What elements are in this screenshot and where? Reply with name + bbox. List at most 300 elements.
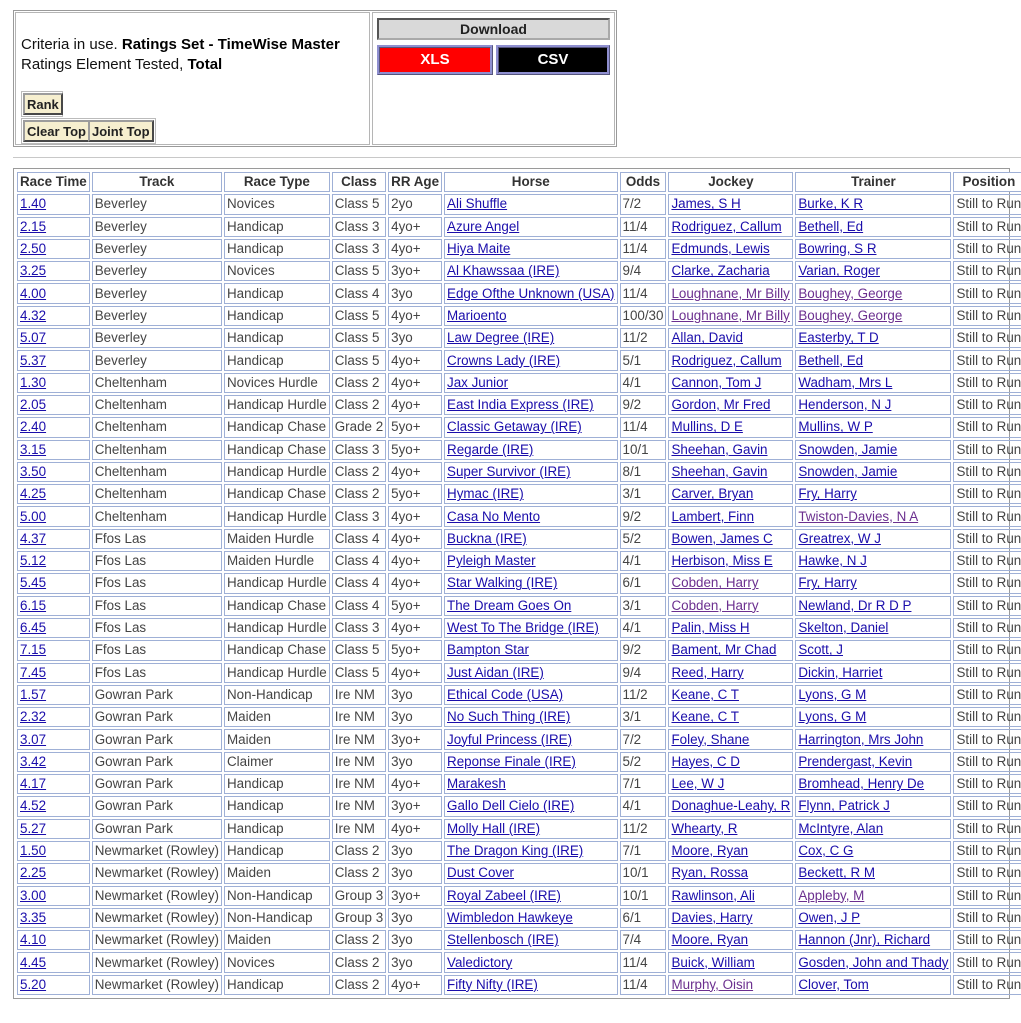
horse-link[interactable]: Bampton Star [447,642,529,658]
race-time-link[interactable]: 5.00 [20,508,47,524]
race-time-link[interactable]: 2.50 [20,241,47,257]
cell-odds: 11/2 [620,328,667,348]
race-time-link[interactable]: 4.17 [20,776,47,792]
jockey-link[interactable]: Lee, W J [671,776,725,792]
rank-button[interactable]: Rank [23,93,63,115]
race-time-link[interactable]: 3.42 [20,753,47,769]
trainer-link[interactable]: Owen, J P [798,909,861,925]
horse-link[interactable]: Pyleigh Master [447,553,536,569]
race-time-link[interactable]: 2.05 [20,397,47,413]
cell-race-time [17,663,90,683]
horse-link[interactable]: Marioento [447,307,507,323]
trainer-link[interactable]: Hannon (Jnr), Richard [798,932,931,948]
cell-class: Group 3 [332,908,386,928]
cell-jockey [668,930,793,950]
cell-race-type: Handicap Chase [224,440,330,460]
cell-horse [444,395,617,415]
horse-link[interactable]: Gallo Dell Cielo (IRE) [447,798,575,814]
cell-race-type: Handicap [224,774,330,794]
cell-race-type: Handicap Hurdle [224,395,330,415]
cell-class: Class 5 [332,328,386,348]
trainer-link[interactable]: Burke, K R [798,196,864,212]
trainer-link[interactable]: Mullins, W P [798,419,873,435]
horse-link[interactable]: Star Walking (IRE) [447,575,558,591]
cell-jockey [668,506,793,526]
cell-jockey [668,618,793,638]
race-time-link[interactable]: 5.37 [20,352,47,368]
cell-odds: 4/1 [620,796,667,816]
horse-link[interactable]: Ali Shuffle [447,196,508,212]
cell-race-type: Handicap Chase [224,596,330,616]
cell-track: Ffos Las [92,551,222,571]
cell-track: Gowran Park [92,729,222,749]
trainer-link[interactable]: Beckett, R M [798,865,875,881]
trainer-link[interactable]: Scott, J [798,642,843,658]
trainer-link[interactable]: Varian, Roger [798,263,880,279]
trainer-link[interactable]: Gosden, John and Thady [798,954,949,970]
trainer-link[interactable]: Boughey, George [798,285,903,301]
race-time-link[interactable]: 1.30 [20,374,47,390]
horse-link[interactable]: Just Aidan (IRE) [447,664,544,680]
trainer-link[interactable]: Bethell, Ed [798,352,864,368]
cell-horse [444,261,617,281]
cell-track: Ffos Las [92,529,222,549]
cell-trainer [795,819,951,839]
trainer-link[interactable]: Bowring, S R [798,241,877,257]
cell-trainer [795,261,951,281]
download-xls-button[interactable]: XLS [377,45,493,75]
trainer-link[interactable]: Twiston-Davies, N A [798,508,919,524]
jockey-link[interactable]: Murphy, Oisin [671,976,754,992]
cell-race-type: Handicap Hurdle [224,573,330,593]
cell-trainer [795,239,951,259]
download-csv-button[interactable]: CSV [496,45,610,75]
cell-trainer [795,194,951,214]
cell-rr-age: 4yo+ [388,774,442,794]
horse-link[interactable]: Law Degree (IRE) [447,330,555,346]
cell-class: Class 2 [332,975,386,995]
cell-race-type: Maiden [224,930,330,950]
cell-rr-age: 4yo+ [388,239,442,259]
cell-rr-age: 3yo [388,841,442,861]
race-time-link[interactable]: 1.57 [20,686,47,702]
jockey-link[interactable]: Rodriguez, Callum [671,218,782,234]
cell-horse [444,886,617,906]
horse-link[interactable]: Jax Junior [447,374,509,390]
jockey-link[interactable]: Sheehan, Gavin [671,441,768,457]
table-row [17,841,1021,861]
race-time-link[interactable]: 6.45 [20,620,47,636]
cell-track: Gowran Park [92,819,222,839]
race-time-link[interactable]: 4.45 [20,954,47,970]
horse-link[interactable]: Azure Angel [447,218,520,234]
race-time-link[interactable]: 3.00 [20,887,47,903]
table-row [17,863,1021,883]
horse-link[interactable]: Joyful Princess (IRE) [447,731,573,747]
trainer-link[interactable]: Lyons, G M [798,686,867,702]
cell-trainer [795,328,951,348]
cell-horse [444,462,617,482]
jockey-link[interactable]: Bowen, James C [671,530,773,546]
jockey-link[interactable]: Moore, Ryan [671,932,749,948]
horse-link[interactable]: Fifty Nifty (IRE) [447,976,538,992]
cell-trainer [795,841,951,861]
cell-position: Still to Run [953,440,1021,460]
horse-link[interactable]: Marakesh [447,776,506,792]
cell-class: Ire NM [332,774,386,794]
race-time-link[interactable]: 3.50 [20,464,47,479]
table-row [17,194,1021,214]
jockey-link[interactable]: Herbison, Miss E [671,553,773,569]
cell-trainer [795,863,951,883]
cell-horse [444,440,617,460]
trainer-link[interactable]: Hawke, N J [798,553,867,569]
horse-link[interactable]: The Dragon King (IRE) [447,843,584,859]
cell-race-type: Handicap Hurdle [224,618,330,638]
race-time-link[interactable]: 2.15 [20,218,47,234]
jockey-link[interactable]: Whearty, R [671,820,738,836]
jockey-link[interactable]: Davies, Harry [671,909,753,925]
race-time-link[interactable]: 5.07 [20,330,47,346]
race-time-link[interactable]: 4.25 [20,486,47,502]
clear-top-button[interactable]: Clear Top [23,120,90,142]
jockey-link[interactable]: Gordon, Mr Fred [671,397,771,413]
race-time-link[interactable]: 3.07 [20,731,47,747]
cell-odds: 3/1 [620,484,667,504]
cell-class: Class 4 [332,283,386,303]
race-time-link[interactable]: 5.45 [20,575,47,591]
jockey-link[interactable]: Keane, C T [671,709,739,725]
cell-class: Class 2 [332,952,386,972]
trainer-link[interactable]: Flynn, Patrick J [798,798,890,814]
trainer-link[interactable]: Dickin, Harriet [798,664,883,680]
cell-position: Still to Run [953,573,1021,593]
cell-trainer [795,729,951,749]
jockey-link[interactable]: Lambert, Finn [671,508,755,524]
cell-trainer [795,752,951,772]
column-header-race-type: Race Type [224,172,330,192]
horse-link[interactable]: Al Khawssaa (IRE) [447,263,560,279]
cell-odds: 11/4 [620,217,667,237]
cell-race-time [17,328,90,348]
cell-class: Class 3 [332,217,386,237]
race-time-link[interactable]: 4.00 [20,285,47,301]
horse-link[interactable]: Crowns Lady (IRE) [447,352,561,368]
cell-position: Still to Run [953,729,1021,749]
trainer-link[interactable]: Appleby, M [798,887,865,903]
cell-jockey [668,596,793,616]
horse-link[interactable]: Reponse Finale (IRE) [447,753,576,769]
cell-track: Ffos Las [92,618,222,638]
jockey-link[interactable]: Cobden, Harry [671,575,759,591]
cell-position: Still to Run [953,975,1021,995]
cell-position: Still to Run [953,863,1021,883]
jockey-link[interactable]: Sheehan, Gavin [671,464,768,479]
cell-track: Gowran Park [92,685,222,705]
cell-race-time [17,796,90,816]
jockey-link[interactable]: Bament, Mr Chad [671,642,777,658]
cell-odds: 5/2 [620,752,667,772]
table-row [17,930,1021,950]
horse-link[interactable]: Classic Getaway (IRE) [447,419,582,435]
horse-link[interactable]: Molly Hall (IRE) [447,820,541,836]
jockey-link[interactable]: Palin, Miss H [671,620,750,636]
trainer-link[interactable]: Wadham, Mrs L [798,374,893,390]
cell-trainer [795,350,951,370]
jockey-link[interactable]: Foley, Shane [671,731,750,747]
jockey-link[interactable]: Rawlinson, Ali [671,887,755,903]
cell-race-type: Handicap [224,306,330,326]
trainer-link[interactable]: Clover, Tom [798,976,869,992]
jockey-link[interactable]: Ryan, Rossa [671,865,749,881]
table-row [17,328,1021,348]
cell-rr-age: 3yo [388,952,442,972]
cell-jockey [668,863,793,883]
jockey-link[interactable]: Keane, C T [671,686,739,702]
race-time-link[interactable]: 3.35 [20,909,47,925]
race-time-link[interactable]: 3.15 [20,441,47,457]
jockey-link[interactable]: Loughnane, Mr Billy [671,285,790,301]
table-row [17,217,1021,237]
cell-race-time [17,484,90,504]
joint-top-button[interactable]: Joint Top [88,120,154,142]
cell-race-type: Handicap [224,819,330,839]
cell-position: Still to Run [953,306,1021,326]
horse-link[interactable]: Super Survivor (IRE) [447,464,571,479]
jockey-link[interactable]: Allan, David [671,330,743,346]
cell-track: Beverley [92,217,222,237]
horse-link[interactable]: Valedictory [447,954,513,970]
trainer-link[interactable]: Fry, Harry [798,486,857,502]
jockey-link[interactable]: Edmunds, Lewis [671,241,770,257]
cell-race-time [17,506,90,526]
cell-jockey [668,707,793,727]
cell-odds: 3/1 [620,596,667,616]
race-time-link[interactable]: 1.40 [20,196,47,212]
cell-position: Still to Run [953,886,1021,906]
cell-rr-age: 3yo [388,752,442,772]
cell-class: Class 2 [332,484,386,504]
cell-jockey [668,908,793,928]
jockey-link[interactable]: Donaghue-Leahy, R [671,798,791,814]
table-row [17,685,1021,705]
trainer-link[interactable]: Bethell, Ed [798,218,864,234]
race-time-link[interactable]: 5.12 [20,553,47,569]
cell-race-type: Novices [224,194,330,214]
race-time-link[interactable]: 5.27 [20,820,47,836]
horse-link[interactable]: Edge Ofthe Unknown (USA) [447,285,615,301]
jockey-link[interactable]: Carver, Bryan [671,486,754,502]
jockey-link[interactable]: Loughnane, Mr Billy [671,307,790,323]
jockey-link[interactable]: Mullins, D E [671,419,743,435]
criteria-text [21,35,340,75]
jockey-link[interactable]: Rodriguez, Callum [671,352,782,368]
cell-race-type: Maiden [224,863,330,883]
cell-trainer [795,217,951,237]
cell-rr-age: 4yo+ [388,462,442,482]
cell-race-type: Handicap [224,239,330,259]
results-table [15,170,1021,997]
horse-link[interactable]: East India Express (IRE) [447,397,594,413]
jockey-link[interactable]: Buick, William [671,954,755,970]
race-time-link[interactable]: 4.32 [20,307,47,323]
cell-jockey [668,663,793,683]
jockey-link[interactable]: Clarke, Zacharia [671,263,770,279]
cell-jockey [668,886,793,906]
table-row [17,283,1021,303]
cell-class: Class 4 [332,596,386,616]
table-row [17,752,1021,772]
table-row [17,618,1021,638]
cell-trainer [795,506,951,526]
cell-race-type: Handicap [224,328,330,348]
horse-link[interactable]: Buckna (IRE) [447,530,527,546]
cell-class: Class 5 [332,261,386,281]
cell-position: Still to Run [953,395,1021,415]
horse-link[interactable]: The Dream Goes On [447,597,572,613]
race-time-link[interactable]: 4.10 [20,932,47,948]
cell-race-type: Handicap [224,283,330,303]
trainer-link[interactable]: Newland, Dr R D P [798,597,912,613]
trainer-link[interactable]: Lyons, G M [798,709,867,725]
column-header-rr-age: RR Age [388,172,442,192]
cell-race-type: Non-Handicap [224,908,330,928]
section-divider [13,157,1021,158]
trainer-link[interactable]: Fry, Harry [798,575,857,591]
cell-jockey [668,217,793,237]
cell-horse [444,551,617,571]
cell-trainer [795,395,951,415]
cell-class: Grade 2 [332,417,386,437]
jockey-link[interactable]: Reed, Harry [671,664,744,680]
race-time-link[interactable]: 7.45 [20,664,47,680]
cell-class: Class 4 [332,529,386,549]
cell-rr-age: 4yo+ [388,551,442,571]
cell-class: Ire NM [332,685,386,705]
horse-link[interactable]: Regarde (IRE) [447,441,534,457]
horse-link[interactable]: Wimbledon Hawkeye [447,909,573,925]
cell-race-type: Non-Handicap [224,685,330,705]
cell-track: Beverley [92,306,222,326]
horse-link[interactable]: West To The Bridge (IRE) [447,620,599,636]
horse-link[interactable]: Stellenbosch (IRE) [447,932,559,948]
table-row [17,796,1021,816]
cell-rr-age: 4yo+ [388,529,442,549]
cell-horse [444,707,617,727]
cell-rr-age: 3yo+ [388,886,442,906]
cell-race-type: Handicap Hurdle [224,462,330,482]
cell-trainer [795,663,951,683]
jockey-link[interactable]: Hayes, C D [671,753,740,769]
cell-horse [444,529,617,549]
trainer-link[interactable]: Cox, C G [798,843,854,859]
cell-track: Beverley [92,194,222,214]
cell-odds: 6/1 [620,573,667,593]
cell-rr-age: 4yo+ [388,373,442,393]
horse-link[interactable]: Ethical Code (USA) [447,686,564,702]
cell-race-time [17,283,90,303]
race-time-link[interactable]: 4.52 [20,798,47,814]
horse-link[interactable]: Casa No Mento [447,508,541,524]
cell-trainer [795,529,951,549]
trainer-link[interactable]: Bromhead, Henry De [798,776,925,792]
jockey-link[interactable]: Moore, Ryan [671,843,749,859]
trainer-link[interactable]: Snowden, Jamie [798,441,898,457]
cell-horse [444,752,617,772]
cell-horse [444,350,617,370]
trainer-link[interactable]: Skelton, Daniel [798,620,889,636]
cell-race-type: Handicap [224,350,330,370]
race-time-link[interactable]: 4.37 [20,530,47,546]
cell-position: Still to Run [953,261,1021,281]
cell-jockey [668,729,793,749]
race-time-link[interactable]: 7.15 [20,642,47,658]
table-row [17,373,1021,393]
trainer-link[interactable]: Prendergast, Kevin [798,753,913,769]
trainer-link[interactable]: Boughey, George [798,307,903,323]
cell-odds: 10/1 [620,440,667,460]
horse-link[interactable]: Hymac (IRE) [447,486,524,502]
trainer-link[interactable]: Henderson, N J [798,397,892,413]
cell-odds: 5/1 [620,350,667,370]
cell-race-type: Maiden Hurdle [224,551,330,571]
cell-horse [444,417,617,437]
column-header-track: Track [92,172,222,192]
cell-jockey [668,752,793,772]
race-time-link[interactable]: 3.25 [20,263,47,279]
cell-class: Class 4 [332,551,386,571]
trainer-link[interactable]: Easterby, T D [798,330,879,346]
cell-track: Cheltenham [92,440,222,460]
cell-odds: 3/1 [620,707,667,727]
race-time-link[interactable]: 6.15 [20,597,47,613]
cell-race-time [17,819,90,839]
cell-jockey [668,261,793,281]
race-time-link[interactable]: 2.25 [20,865,47,881]
cell-rr-age: 4yo+ [388,217,442,237]
race-time-link[interactable]: 5.20 [20,976,47,992]
trainer-link[interactable]: Greatrex, W J [798,530,881,546]
trainer-link[interactable]: McIntyre, Alan [798,820,884,836]
race-time-link[interactable]: 2.40 [20,419,47,435]
race-time-link[interactable]: 1.50 [20,843,47,859]
jockey-link[interactable]: Cobden, Harry [671,597,759,613]
cell-jockey [668,685,793,705]
cell-race-type: Handicap Hurdle [224,506,330,526]
cell-class: Class 2 [332,395,386,415]
trainer-link[interactable]: Harrington, Mrs John [798,731,924,747]
jockey-link[interactable]: Cannon, Tom J [671,374,762,390]
race-time-link[interactable]: 2.32 [20,709,47,725]
table-row [17,551,1021,571]
cell-horse [444,239,617,259]
cell-odds: 10/1 [620,863,667,883]
cell-track: Beverley [92,283,222,303]
cell-race-time [17,417,90,437]
jockey-link[interactable]: James, S H [671,196,741,212]
cell-race-time [17,261,90,281]
horse-link[interactable]: Royal Zabeel (IRE) [447,887,561,903]
trainer-link[interactable]: Snowden, Jamie [798,464,898,479]
cell-rr-age: 4yo+ [388,819,442,839]
horse-link[interactable]: No Such Thing (IRE) [447,709,571,725]
cell-trainer [795,886,951,906]
cell-race-time [17,685,90,705]
horse-link[interactable]: Hiya Maite [447,241,511,257]
cell-rr-age: 5yo+ [388,596,442,616]
cell-trainer [795,373,951,393]
horse-link[interactable]: Dust Cover [447,865,515,881]
